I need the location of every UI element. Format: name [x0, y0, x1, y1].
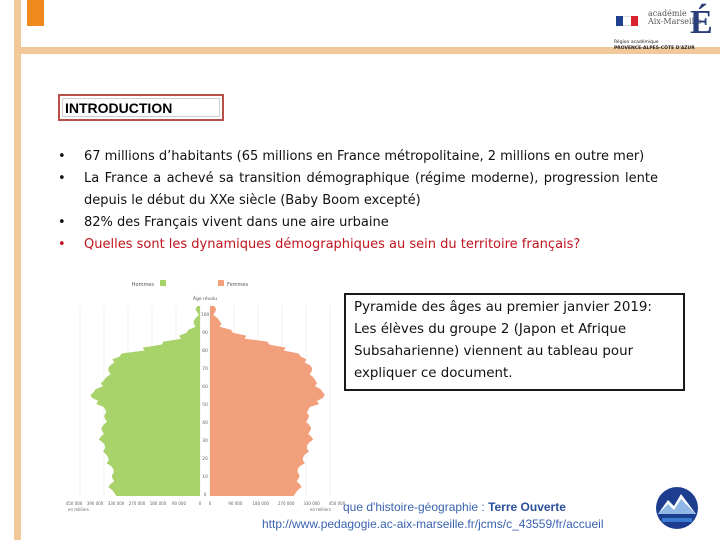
bullet-text: Quelles sont les dynamiques démographiques au sein du territoire français? [84, 237, 581, 252]
footer-url[interactable]: http://www.pedagogie.ac-aix-marseille.fr/jcms/c_43559/fr/accueil [262, 517, 604, 531]
x-tick-label: 450 000 [65, 501, 83, 506]
bullet-glyph: • [58, 237, 66, 252]
age-pyramid-chart [62, 278, 362, 518]
age-tick-label: 10 [202, 475, 208, 480]
bullet-text: 67 millions d’habitants (65 millions en France métropolitaine, 2 millions en outre mer) [84, 149, 645, 164]
age-tick-label: 100 [200, 313, 210, 318]
academie-logo [612, 4, 712, 52]
footer-line1 [343, 500, 566, 514]
x-ticks [66, 501, 346, 506]
bullet-glyph: • [58, 171, 66, 186]
footer-site-name: Terre Ouverte [488, 500, 566, 514]
bullet-glyph: • [58, 149, 66, 164]
x-tick-label: 330 000 [303, 501, 320, 506]
frame-vertical-bar [14, 0, 21, 540]
women-bars [210, 306, 325, 496]
x-tick-label: 270 000 [128, 501, 146, 506]
men-bars [90, 306, 200, 496]
age-tick-label: 0 [203, 493, 207, 498]
bullet-item [58, 146, 658, 168]
x-tick-label: 450 000 [328, 501, 346, 506]
section-title-box [58, 94, 224, 121]
x-tick-label: 330 000 [107, 501, 125, 506]
age-tick-label: 90 [202, 331, 208, 336]
corner-accent [27, 0, 44, 26]
age-tick-label: 70 [202, 367, 208, 372]
x-tick-label: 0 [198, 501, 202, 506]
bullet-glyph: • [58, 215, 66, 230]
age-ticks [201, 312, 210, 498]
bullet-list [58, 146, 658, 256]
x-tick-label: 390 000 [86, 501, 104, 506]
legend-men: Hommes [131, 282, 154, 288]
bullet-item [58, 168, 658, 212]
region-line2: PROVENCE-ALPES-CÔTE D'AZUR [614, 46, 695, 51]
info-text: Pyramide des âges au premier janvier 2019: Les élèves du groupe 2 (Japon et Afrique Subsaharienne) viennent au tableau pour expliquer ce document. [354, 300, 652, 381]
section-title: INTRODUCTION [65, 100, 173, 116]
bullet-item [58, 212, 658, 234]
age-tick-label: 30 [202, 439, 208, 444]
age-tick-label: 60 [202, 385, 208, 390]
academie-letter-logo: É [690, 4, 713, 41]
x-tick-label: 90 000 [172, 501, 186, 506]
legend-men-swatch [160, 280, 166, 286]
bullet-text: La France a achevé sa transition démographique (régime moderne), progression lente depuis le début du XXe siècle (Baby Boom excepté) [84, 171, 658, 208]
legend-women-swatch [218, 280, 224, 286]
unit-left: en milliers [68, 507, 89, 512]
bullet-item [58, 234, 658, 256]
unit-right: en milliers [310, 507, 331, 512]
age-tick-label: 40 [202, 421, 208, 426]
flag-icon [616, 16, 638, 26]
academie-line1: académie [648, 9, 687, 18]
age-tick-label: 80 [202, 349, 208, 354]
x-tick-label: 0 [208, 501, 212, 506]
region-line1: Région académique [614, 40, 659, 45]
info-box [344, 293, 685, 391]
x-tick-label: 180 000 [252, 501, 270, 506]
legend-women: Femmes [227, 282, 249, 288]
age-axis-header: Âge révolu [192, 297, 218, 302]
footer-prefix: que d'histoire-géographie : [343, 500, 489, 514]
age-tick-label: 20 [202, 457, 208, 462]
bullet-text: 82% des Français vivent dans une aire urbaine [84, 215, 389, 230]
x-tick-label: 90 000 [228, 501, 243, 506]
mountain-logo-icon [654, 484, 700, 532]
age-tick-label: 50 [202, 403, 208, 408]
x-tick-label: 180 000 [149, 501, 167, 506]
x-tick-label: 270 000 [277, 501, 295, 506]
academie-line2: Aix-Marseille [648, 17, 702, 26]
